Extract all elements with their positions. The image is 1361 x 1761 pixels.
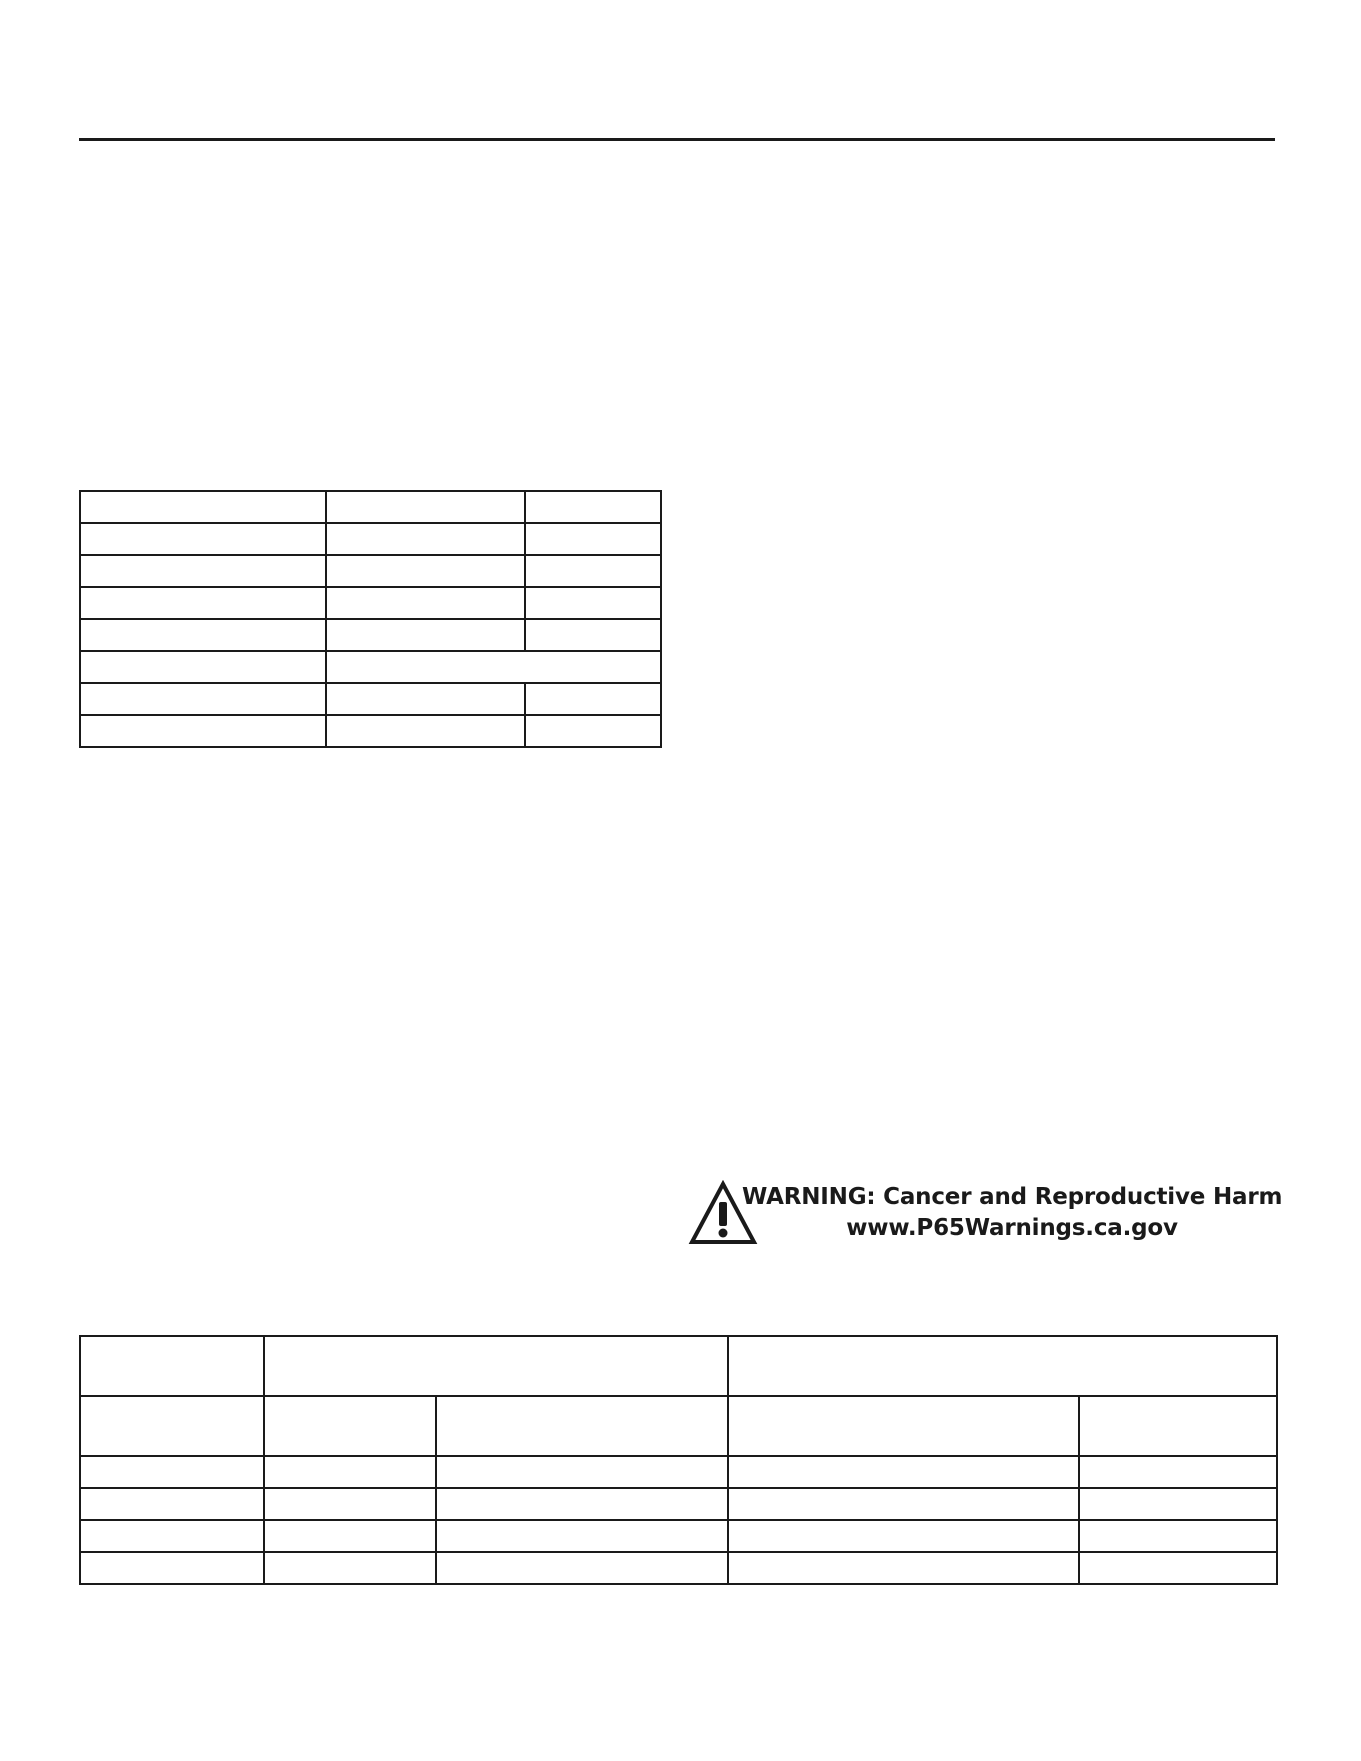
- table-cell: [436, 1520, 728, 1552]
- table-cell: [80, 715, 326, 747]
- table-row: [80, 715, 661, 747]
- lower-grid-table: [79, 1335, 1278, 1585]
- table-cell: [80, 1552, 264, 1584]
- table-cell: [326, 619, 525, 651]
- table-header-row: [80, 1336, 1277, 1396]
- table-header-cell: [264, 1396, 436, 1456]
- table-row: [80, 1488, 1277, 1520]
- table-header-cell-group: [264, 1336, 728, 1396]
- table-cell: [728, 1520, 1079, 1552]
- table-cell: [1079, 1488, 1277, 1520]
- warning-url: www.P65Warnings.ca.gov: [846, 1215, 1178, 1241]
- table-cell: [728, 1488, 1079, 1520]
- table-cell: [326, 491, 525, 523]
- table-cell: [80, 523, 326, 555]
- table-header-cell: [1079, 1396, 1277, 1456]
- table-cell-merged: [326, 651, 661, 683]
- table-cell: [525, 523, 661, 555]
- table-row: [80, 683, 661, 715]
- table-header-cell: [80, 1396, 264, 1456]
- table-cell: [80, 491, 326, 523]
- table-cell: [80, 651, 326, 683]
- table-cell: [326, 715, 525, 747]
- table-cell: [326, 587, 525, 619]
- table-row: [80, 555, 661, 587]
- table-cell: [1079, 1552, 1277, 1584]
- table-cell: [326, 523, 525, 555]
- table-row: [80, 491, 661, 523]
- table-cell: [436, 1488, 728, 1520]
- table-cell: [80, 555, 326, 587]
- table-cell: [80, 587, 326, 619]
- table-cell: [525, 619, 661, 651]
- table-cell: [1079, 1520, 1277, 1552]
- table-cell: [525, 491, 661, 523]
- table-cell: [264, 1488, 436, 1520]
- table-row-merged: [80, 651, 661, 683]
- table-row: [80, 523, 661, 555]
- table-cell: [436, 1456, 728, 1488]
- table-cell: [436, 1552, 728, 1584]
- table-row: [80, 1456, 1277, 1488]
- table-cell: [525, 555, 661, 587]
- table-cell: [1079, 1456, 1277, 1488]
- table-cell: [80, 1456, 264, 1488]
- table-cell: [728, 1456, 1079, 1488]
- table-row: [80, 1520, 1277, 1552]
- table-cell: [264, 1552, 436, 1584]
- table-cell: [80, 1488, 264, 1520]
- top-rule: [79, 138, 1275, 141]
- table-cell: [264, 1456, 436, 1488]
- table-cell: [525, 587, 661, 619]
- upper-spec-table: [79, 490, 662, 748]
- table-cell: [728, 1552, 1079, 1584]
- table-row: [80, 587, 661, 619]
- table-cell: [80, 683, 326, 715]
- table-header-cell: [436, 1396, 728, 1456]
- prop65-warning: [688, 1180, 1283, 1256]
- table-cell: [326, 683, 525, 715]
- table-header-cell: [80, 1336, 264, 1396]
- table-cell: [80, 1520, 264, 1552]
- table-row: [80, 1552, 1277, 1584]
- table-cell: [525, 715, 661, 747]
- table-cell: [264, 1520, 436, 1552]
- warning-headline: WARNING: Cancer and Reproductive Harm: [742, 1184, 1283, 1210]
- table-cell: [80, 619, 326, 651]
- table-cell: [525, 683, 661, 715]
- table-cell: [326, 555, 525, 587]
- table-row: [80, 619, 661, 651]
- table-header-cell: [728, 1396, 1079, 1456]
- table-subheader-row: [80, 1396, 1277, 1456]
- table-header-cell-group: [728, 1336, 1277, 1396]
